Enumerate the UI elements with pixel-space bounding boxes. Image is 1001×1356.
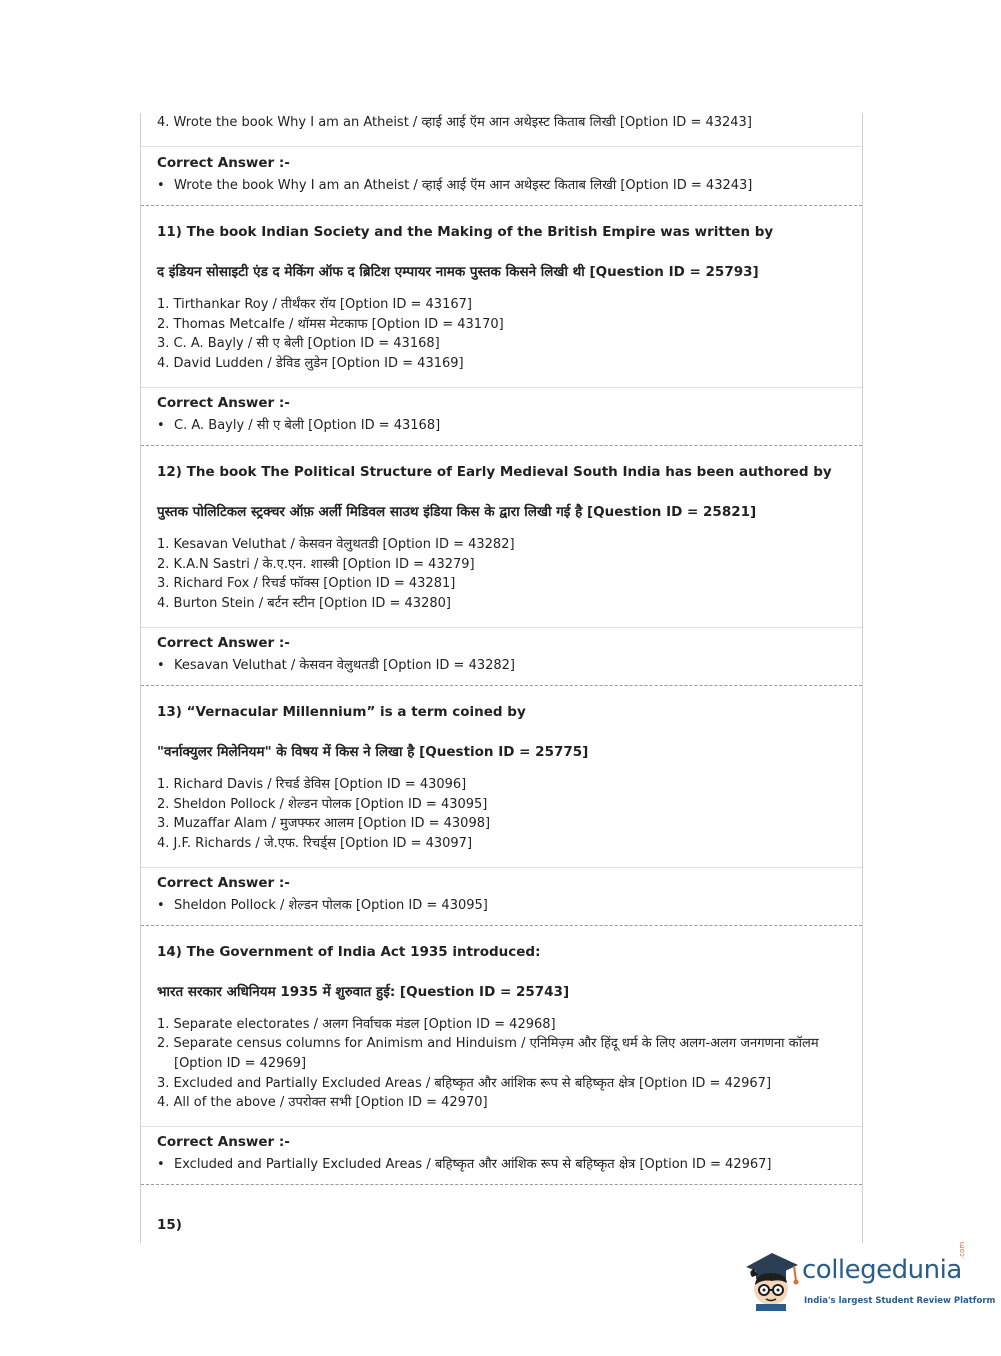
divider xyxy=(141,1126,862,1127)
q13-correct-label: Correct Answer :- xyxy=(157,875,290,891)
q12-option-4: 4. Burton Stein / बर्टन स्टीन [Option ID = 43280] xyxy=(157,596,451,611)
q11-correct-text: C. A. Bayly / सी ए बेली [Option ID = 43168] xyxy=(174,418,441,433)
q12-correct-answer xyxy=(157,656,852,676)
question-paper-frame xyxy=(140,113,863,1243)
q12-option-2: 2. K.A.N Sastri / के.ए.एन. शास्त्री [Option ID = 43279] xyxy=(157,557,475,572)
divider xyxy=(141,387,862,388)
q14-correct-answer xyxy=(157,1155,852,1175)
q11-correct-label: Correct Answer :- xyxy=(157,395,290,411)
prev-correct-answer xyxy=(157,176,852,196)
q14-option-4: 4. All of the above / उपरोक्त सभी [Option ID = 42970] xyxy=(157,1095,488,1110)
bullet-icon: • xyxy=(157,178,165,193)
q14-correct-label: Correct Answer :- xyxy=(157,1134,290,1150)
logo-tagline: India's largest Student Review Platform xyxy=(804,1296,996,1306)
graduate-mascot-icon xyxy=(742,1249,800,1311)
divider xyxy=(141,146,862,147)
prev-correct-label: Correct Answer :- xyxy=(157,155,290,171)
collegedunia-logo xyxy=(742,1241,996,1319)
q11-option-2: 2. Thomas Metcalfe / थॉमस मेटकाफ [Option ID = 43170] xyxy=(157,317,504,332)
bullet-icon: • xyxy=(157,658,165,673)
q13-hindi: "वर्नाक्युलर मिलेनियम" के विषय में किस ने लिखा है [Question ID = 25775] xyxy=(157,744,589,760)
q11-option-4: 4. David Ludden / डेविड लुडेन [Option ID = 43169] xyxy=(157,356,464,371)
q13-correct-text: Sheldon Pollock / शेल्डन पोलक [Option ID = 43095] xyxy=(174,898,488,913)
q11-hindi: द इंडियन सोसाइटी एंड द मेकिंग ऑफ द ब्रिटिश एम्पायर नामक पुस्तक किसने लिखी थी [Question ID = 25793] xyxy=(157,264,759,280)
divider xyxy=(141,867,862,868)
q13-option-3: 3. Muzaffar Alam / मुजफ्फर आलम [Option ID = 43098] xyxy=(157,816,491,831)
q13-option-4: 4. J.F. Richards / जे.एफ. रिचर्ड्स [Option ID = 43097] xyxy=(157,836,473,851)
question-separator xyxy=(141,1184,862,1185)
question-separator xyxy=(141,925,862,926)
prev-option-4: 4. Wrote the book Why I am an Atheist / व्हाई आई ऍम आन अथेइस्ट किताब लिखी [Option ID = 43243] xyxy=(157,115,752,130)
logo-wordmark: collegedunia xyxy=(802,1255,962,1285)
q14-correct-text: Excluded and Partially Excluded Areas / बहिष्कृत और आंशिक रूप से बहिष्कृत क्षेत्र [Option ID = 42967] xyxy=(174,1157,772,1172)
q11-option-1: 1. Tirthankar Roy / तीर्थंकर रॉय [Option ID = 43167] xyxy=(157,297,472,312)
question-separator xyxy=(141,445,862,446)
q11-english: 11) The book Indian Society and the Making of the British Empire was written by xyxy=(157,224,774,240)
q15-number: 15) xyxy=(157,1217,182,1233)
q11-option-3: 3. C. A. Bayly / सी ए बेली [Option ID = 43168] xyxy=(157,336,440,351)
bullet-icon: • xyxy=(157,1157,165,1172)
q14-option-1: 1. Separate electorates / अलग निर्वाचक मंडल [Option ID = 42968] xyxy=(157,1017,556,1032)
bullet-icon: • xyxy=(157,418,165,433)
q13-correct-answer xyxy=(157,896,852,916)
q12-english: 12) The book The Political Structure of Early Medieval South India has been authored by xyxy=(157,464,832,480)
q11-correct-answer xyxy=(157,416,852,436)
q12-option-1: 1. Kesavan Veluthat / केसवन वेलुथतडी [Option ID = 43282] xyxy=(157,537,515,552)
q14-english: 14) The Government of India Act 1935 introduced: xyxy=(157,944,541,960)
divider xyxy=(141,627,862,628)
q13-option-1: 1. Richard Davis / रिचर्ड डेविस [Option ID = 43096] xyxy=(157,777,467,792)
q13-option-2: 2. Sheldon Pollock / शेल्डन पोलक [Option ID = 43095] xyxy=(157,797,488,812)
q14-hindi: भारत सरकार अधिनियम 1935 में शुरुवात हुई: [Question ID = 25743] xyxy=(157,984,570,1000)
q12-correct-label: Correct Answer :- xyxy=(157,635,290,651)
q12-correct-text: Kesavan Veluthat / केसवन वेलुथतडी [Option ID = 43282] xyxy=(174,658,516,673)
question-separator xyxy=(141,685,862,686)
prev-correct-text: Wrote the book Why I am an Atheist / व्हाई आई ऍम आन अथेइस्ट किताब लिखी [Option ID = 43243] xyxy=(174,178,753,193)
q13-english: 13) “Vernacular Millennium” is a term coined by xyxy=(157,704,526,720)
question-separator xyxy=(141,205,862,206)
q14-option-3: 3. Excluded and Partially Excluded Areas / बहिष्कृत और आंशिक रूप से बहिष्कृत क्षेत्र [Option ID = 42967] xyxy=(157,1076,772,1091)
q12-option-3: 3. Richard Fox / रिचर्ड फॉक्स [Option ID = 43281] xyxy=(157,576,456,591)
bullet-icon: • xyxy=(157,898,165,913)
q12-hindi: पुस्तक पोलिटिकल स्ट्रक्चर ऑफ़ अर्ली मिडिवल साउथ इंडिया किस के द्वारा लिखी गई है [Question ID = 25821] xyxy=(157,504,757,520)
q14-option-2: 2. Separate census columns for Animism and Hinduism / एनिमिज़्म और हिंदू धर्म के लिए अलग-अलग जनगणना कॉलम [Option ID = 42969] xyxy=(157,1036,819,1071)
logo-domain-suffix: .com xyxy=(958,1241,966,1259)
